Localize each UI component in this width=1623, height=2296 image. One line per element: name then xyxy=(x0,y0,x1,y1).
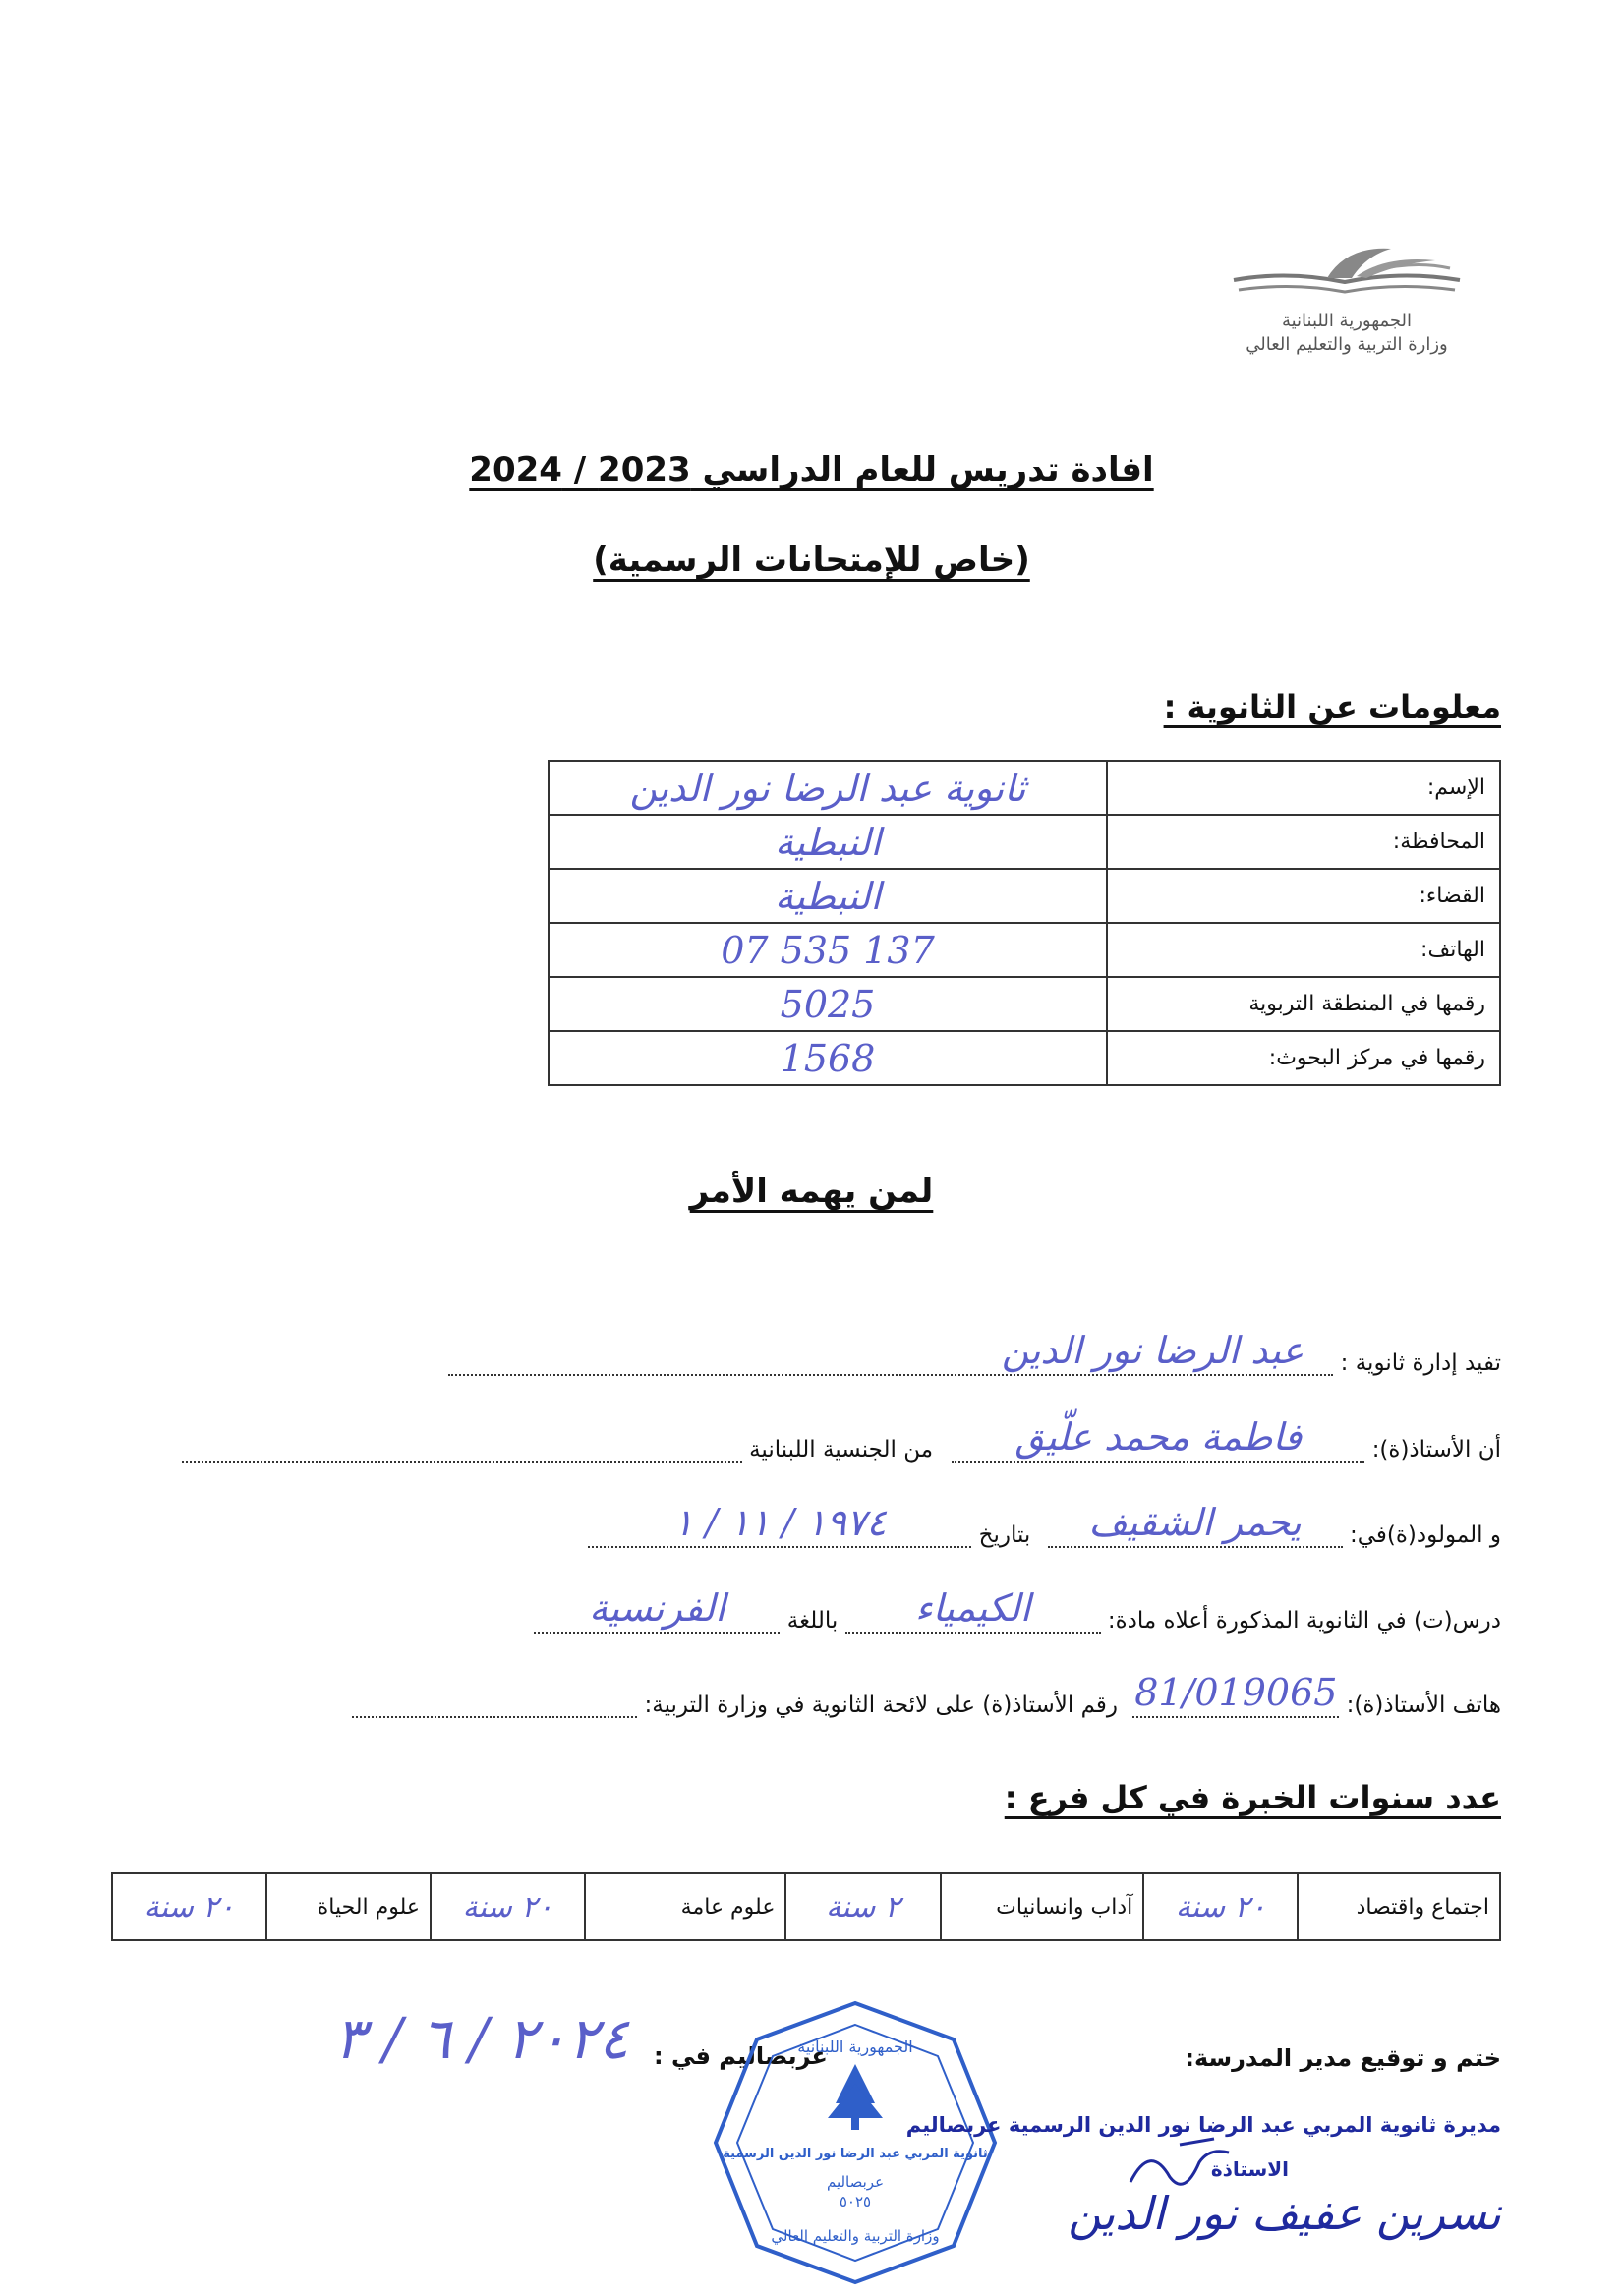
date-label: بتاريخ xyxy=(978,1522,1031,1548)
school-prefix: تفيد إدارة ثانوية : xyxy=(1340,1350,1501,1376)
subject-fill xyxy=(845,1586,1101,1634)
phone-label: الهاتف: xyxy=(1107,923,1500,977)
experience-years: ٢٠ سنة xyxy=(1143,1873,1298,1940)
ministry-number-label: رقم الأستاذ(ة) على لائحة الثانوية في وزارة التربية: xyxy=(644,1693,1118,1718)
district-value: النبطية xyxy=(549,869,1107,923)
principal-name: نسرين عفيف نور الدين xyxy=(1068,2187,1501,2240)
experience-table xyxy=(111,1872,1501,1941)
table-row xyxy=(549,1031,1500,1085)
ministry-logo xyxy=(1224,241,1470,378)
phone-value: 07 535 137 xyxy=(549,923,1107,977)
stamp-middle-text: ثانوية المربي عبد الرضا نور الدين الرسمية xyxy=(723,2147,988,2161)
page-title: افادة تدريس للعام الدراسي 2023 / 2024 xyxy=(469,450,1154,489)
teacher-phone-fill xyxy=(1132,1671,1339,1718)
stamp-number: ٥٠٢٥ xyxy=(839,2193,872,2210)
to-whom-heading: لمن يهمه الأمر xyxy=(689,1172,934,1211)
table-row xyxy=(549,869,1500,923)
experience-label: آداب وانسانيات xyxy=(941,1873,1144,1940)
table-row xyxy=(549,923,1500,977)
teacher-prefix: أن الأستاذ(ة): xyxy=(1371,1437,1501,1463)
taught-prefix: درس(ت) في الثانوية المذكورة أعلاه مادة: xyxy=(1107,1608,1501,1634)
teacher-fill-value: فاطمة محمد علّيق xyxy=(1014,1415,1303,1459)
name-value: ثانوية عبد الرضا نور الدين xyxy=(549,761,1107,815)
stamp-signature-label: ختم و توقيع مدير المدرسة: xyxy=(1185,2044,1501,2072)
language-label: باللغة xyxy=(786,1608,839,1634)
school-info-heading: معلومات عن الثانوية : xyxy=(1163,688,1501,725)
school-info-table xyxy=(548,760,1501,1086)
statement-phone-line xyxy=(352,1671,1501,1718)
school-fill-value: عبد الرضا نور الدين xyxy=(1001,1329,1304,1372)
experience-years: ٢٠ سنة xyxy=(112,1873,266,1940)
region-number-value: 5025 xyxy=(549,977,1107,1031)
born-prefix: و المولود(ة)في: xyxy=(1349,1522,1501,1548)
statement-school-line xyxy=(448,1329,1501,1376)
experience-years: ٢ سنة xyxy=(785,1873,940,1940)
republic-text: الجمهورية اللبنانية xyxy=(1281,311,1413,331)
nationality-text: من الجنسية اللبنانية xyxy=(749,1437,934,1463)
nationality-dots xyxy=(182,1433,742,1463)
phone-prefix: هاتف الأستاذ(ة): xyxy=(1346,1693,1501,1718)
experience-label: علوم عامة xyxy=(585,1873,785,1940)
name-label: الإسم: xyxy=(1107,761,1500,815)
teacher-title: الاستاذة xyxy=(1210,2157,1289,2181)
governorate-value: النبطية xyxy=(549,815,1107,869)
governorate-label: المحافظة: xyxy=(1107,815,1500,869)
table-row xyxy=(112,1873,1500,1940)
teacher-fill xyxy=(952,1415,1364,1463)
stamp-top-text: الجمهورية اللبنانية xyxy=(797,2038,913,2056)
district-label: القضاء: xyxy=(1107,869,1500,923)
page-subtitle: (خاص للإمتحانات الرسمية) xyxy=(593,541,1030,580)
statement-birth-line xyxy=(588,1501,1501,1548)
region-number-label: رقمها في المنطقة التربوية xyxy=(1107,977,1500,1031)
ministry-number-dots xyxy=(352,1689,637,1718)
statement-teacher-line xyxy=(182,1415,1501,1463)
born-date-value: ١٩٧٤ / ١١ / ١ xyxy=(672,1501,887,1544)
language-fill xyxy=(534,1586,780,1634)
table-row xyxy=(549,815,1500,869)
born-place-value: يحمر الشقيف xyxy=(1088,1501,1302,1544)
experience-label: اجتماع واقتصاد xyxy=(1298,1873,1500,1940)
language-value: الفرنسية xyxy=(589,1586,725,1630)
school-stamp xyxy=(708,1995,1003,2290)
subject-value: الكيمياء xyxy=(914,1586,1031,1630)
research-number-value: 1568 xyxy=(549,1031,1107,1085)
stamp-bottom-text: وزارة التربية والتعليم العالي xyxy=(771,2227,940,2245)
cedar-icon xyxy=(828,2064,883,2130)
experience-label: علوم الحياة xyxy=(266,1873,431,1940)
statement-subject-line xyxy=(534,1586,1501,1634)
table-row xyxy=(549,761,1500,815)
stamp-town: عربصاليم xyxy=(826,2173,885,2191)
school-fill xyxy=(448,1329,1333,1376)
table-row xyxy=(549,977,1500,1031)
ministry-text: وزارة التربية والتعليم العالي xyxy=(1246,334,1448,355)
teacher-phone-value: 81/019065 xyxy=(1134,1671,1338,1714)
born-place-fill xyxy=(1048,1501,1343,1548)
research-number-label: رقمها في مركز البحوث: xyxy=(1107,1031,1500,1085)
signature-mark xyxy=(1121,2133,1239,2202)
born-date-fill xyxy=(588,1501,971,1548)
place-date-label: عربصاليم في : xyxy=(654,2042,828,2070)
experience-years: ٢٠ سنة xyxy=(431,1873,585,1940)
experience-heading: عدد سنوات الخبرة في كل فرع : xyxy=(1004,1779,1501,1816)
principal-title: مديرة ثانوية المربي عبد الرضا نور الدين الرسمية عربصاليم xyxy=(905,2113,1501,2137)
issue-date: ٢٠٢٤ / ٦ / ٣ xyxy=(334,2005,629,2072)
open-book-icon xyxy=(1229,241,1465,310)
